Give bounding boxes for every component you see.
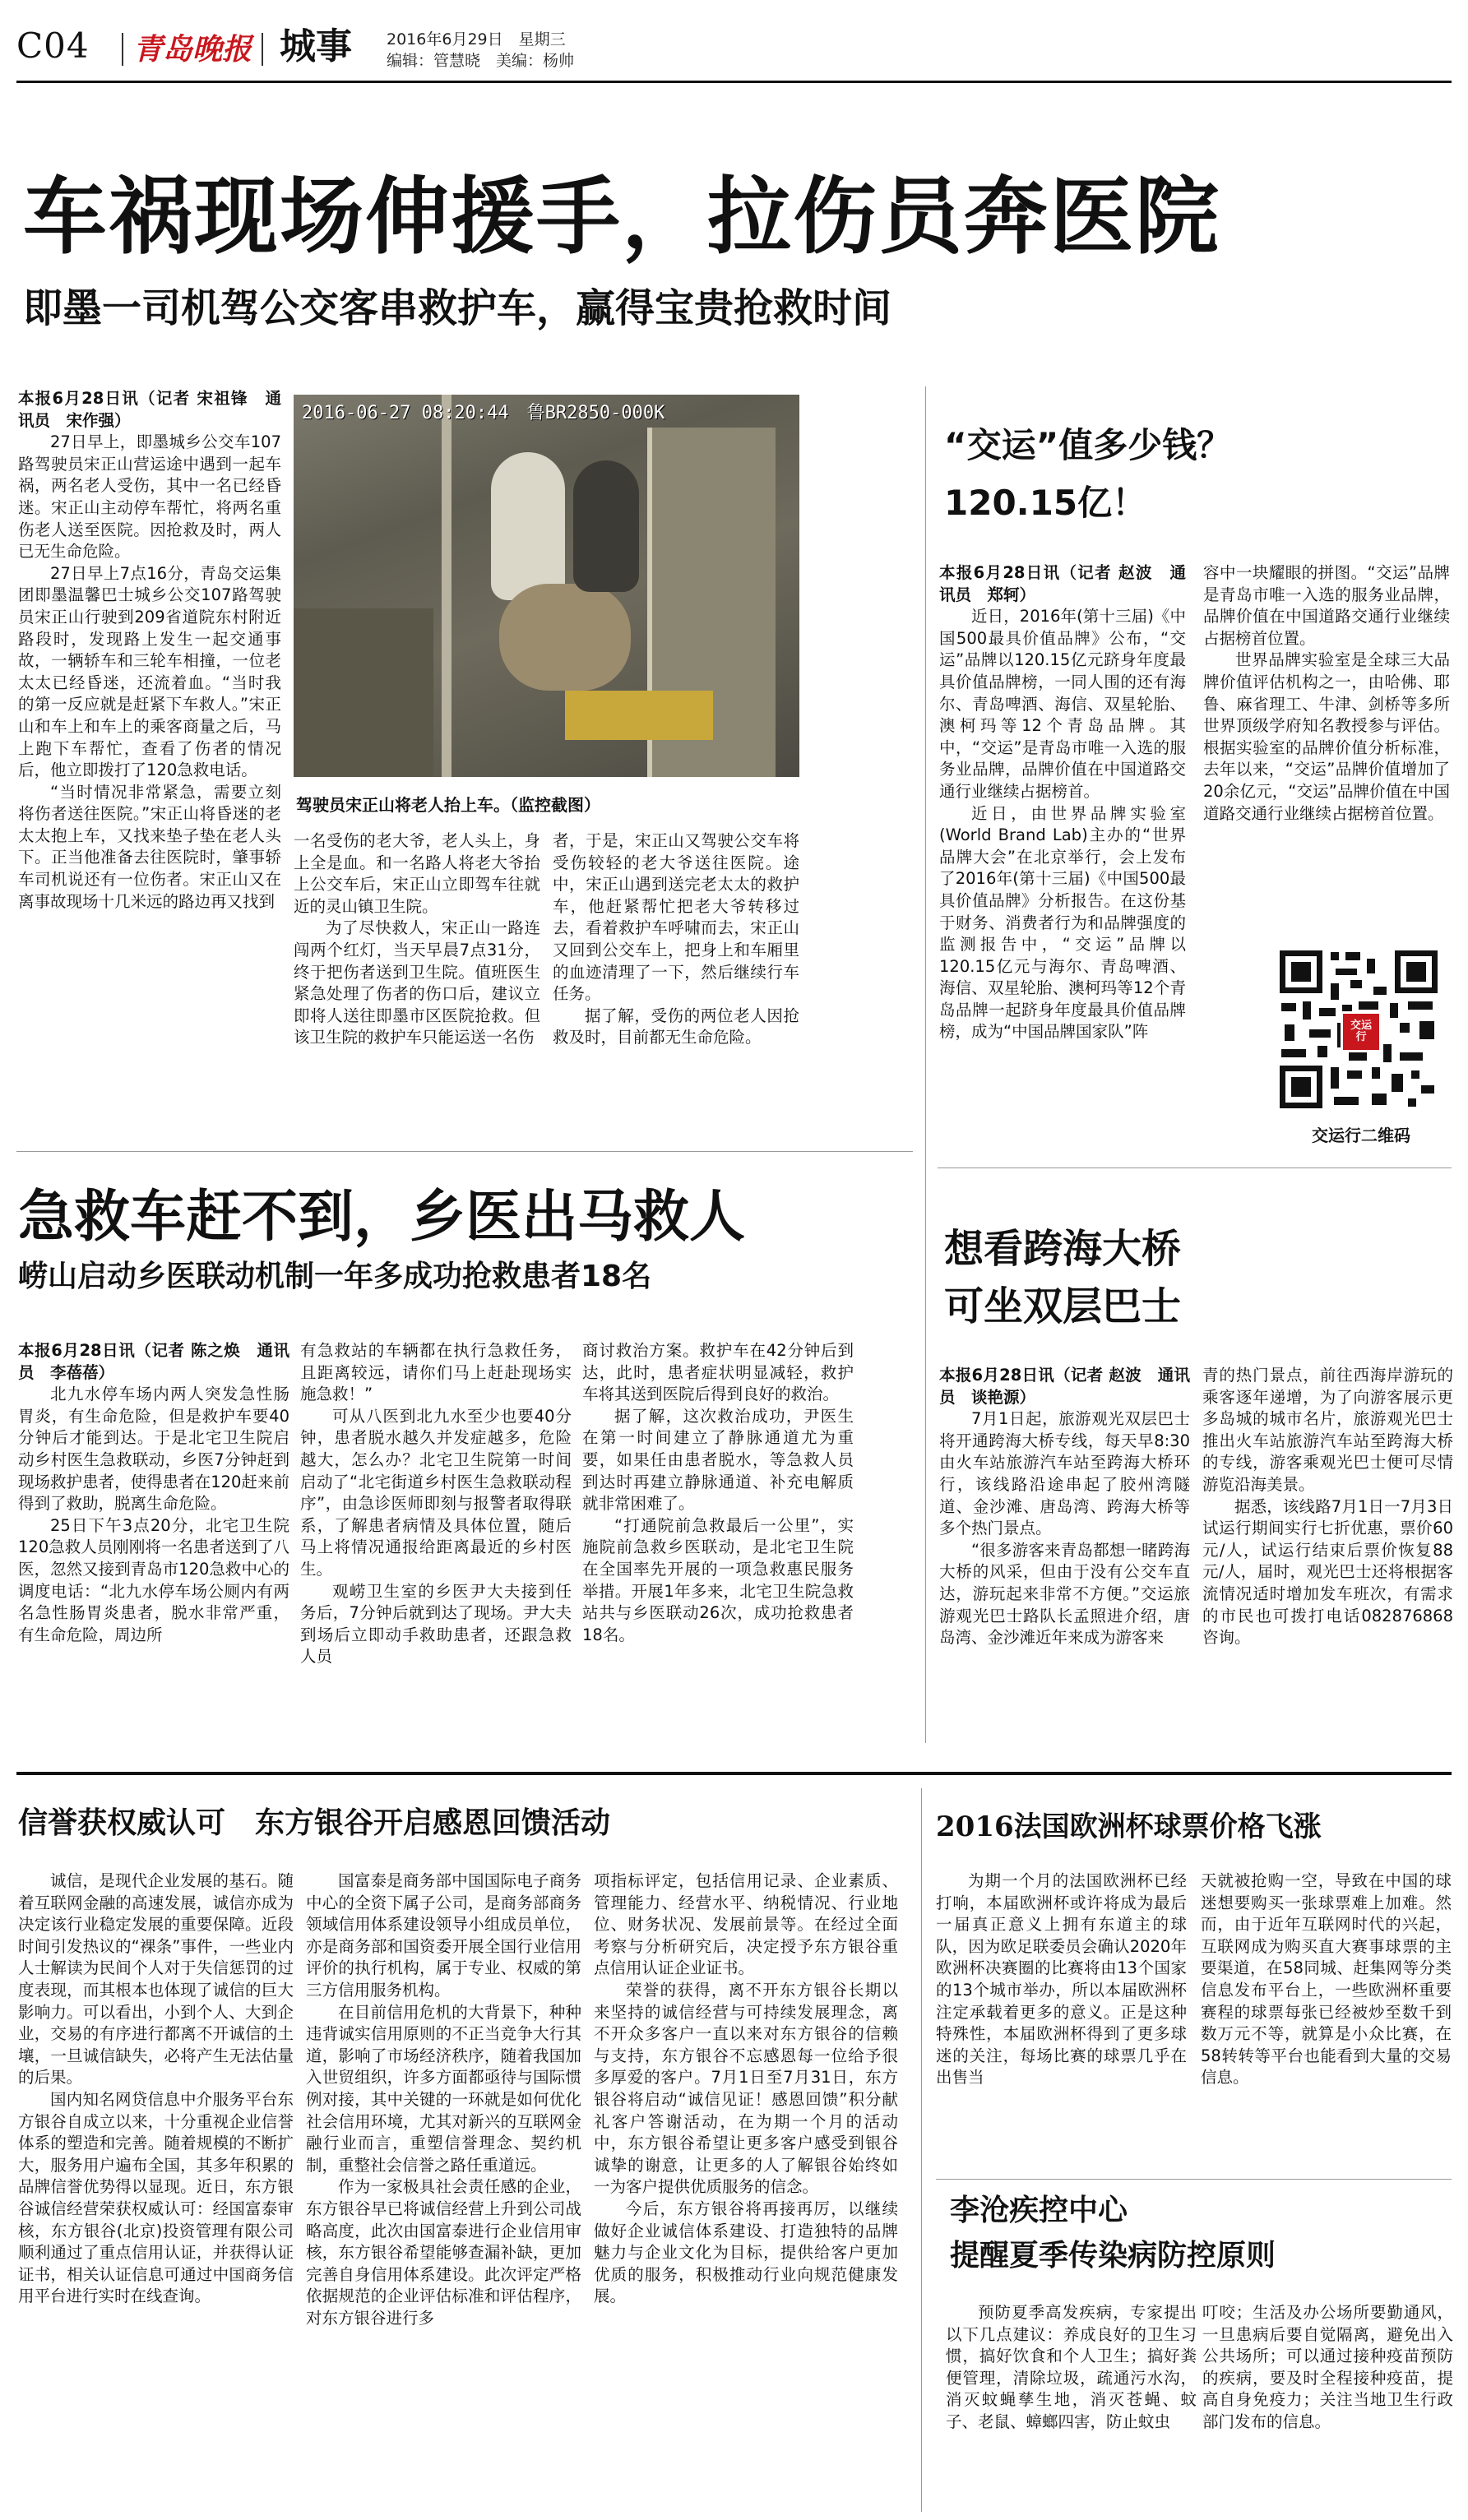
paragraph: “当时情况非常紧急，需要立刻将伤者送往医院。”宋正山将昏迷的老太太抱上车，又找来垫子垫在老人头下。正当他准备去往医院时，肇事轿车司机说还有一位伤者。宋正山又在离事故现场十几米远的路边再又找到 — [18, 782, 281, 911]
story3-subhead: 崂山启动乡医联动机制一年多成功抢救患者18名 — [18, 1260, 652, 1293]
story7-column-1 — [946, 2302, 1197, 2516]
page-header — [0, 0, 1468, 79]
qr-caption: 交运行二维码 — [1312, 1126, 1410, 1145]
paragraph: 一名受伤的老大爷，老人头上，身上全是血。和一名路人将老大爷抬上公交车后，宋正山立即驾车往就近的灵山镇卫生院。 — [294, 831, 540, 916]
paragraph: 可从八医到北九水至少也要40分钟，患者脱水越久并发症越多，危险越大，怎么办？北宅卫生院第一时间启动了“北宅街道乡村医生急救联动程序”，由急诊医师即刻与报警者取得联系，了解患者病情及具体位置，随后马上将情况通报给距离最近的乡村医生。 — [300, 1406, 572, 1579]
paragraph: 为期一个月的法国欧洲杯已经打响，本届欧洲杯或许将成为最后一届真正意义上拥有东道主的球队，因为欧足联委员会确认2020年欧洲杯决赛圈的比赛将由13个国家的13个城市举办，所以本届欧洲杯注定承载着更多的意义。正是这种特殊性，本届欧洲杯得到了更多球迷的关注，每场比赛的球票几乎在出售当 — [936, 1871, 1187, 2088]
story7-column-2 — [1202, 2302, 1453, 2516]
story4-column-1 — [939, 1365, 1190, 1715]
photo-person-driver — [491, 452, 565, 600]
paragraph: “打通院前急救最后一公里”，实施院前急救乡医联动，是北宅卫生院在全国率先开展的一项急救惠民服务举措。开展1年多来，北宅卫生院急救站共与乡医联动26次，成功抢救患者18名。 — [582, 1515, 854, 1644]
paragraph: 有急救站的车辆都在执行急救任务，且距离较远，请你们马上赶赴现场实施急救！” — [300, 1341, 572, 1404]
story7-top-rule — [936, 2179, 1452, 2180]
qr-badge-label: 交运行 — [1350, 1020, 1372, 1043]
paragraph: 近日，2016年(第十三届)《中国500最具价值品牌》公布，“交运”品牌以120.15亿元跻身年度最具价值品牌榜，一同人围的还有海尔、青岛啤酒、海信、双星轮胎、澳柯玛等12个青岛品牌。其中，“交运”是青岛市唯一入选的服务业品牌，品牌价值在中国道路交通行业继续占据榜首。 — [939, 607, 1186, 801]
photo-person-helper — [573, 460, 639, 592]
story5-column-1 — [18, 1870, 294, 2516]
photo-person-elder — [499, 584, 631, 691]
story1-column-1 — [18, 388, 281, 1091]
story2-headline-line2: 120.15亿！ — [944, 483, 1147, 523]
paragraph: 容中一块耀眼的拼图。“交运”品牌是青岛市唯一入选的服务业品牌，品牌价值在中国道路交通行业继续占据榜首位置。 — [1203, 563, 1450, 648]
story5-column-2 — [306, 1870, 581, 2516]
bottom-column-divider — [921, 1788, 922, 2512]
story1-column-3 — [553, 830, 799, 1092]
paragraph: 北九水停车场内两人突发急性肠胃炎，有生命危险，但是救护车要40分钟后才能到达。于是北宅卫生院启动乡村医生急救联动，乡医7分钟赶到现场救护患者，使得患者在120赶来前得到了救助，脱离生命危险。 — [18, 1385, 289, 1514]
photo-bus-pole — [442, 395, 452, 777]
story4-byline: 本报6月28日讯（记者 赵波 通讯员 谈艳源） — [939, 1366, 1190, 1407]
story1-subhead: 即墨一司机驾公交客串救护车，赢得宝贵抢救时间 — [23, 285, 892, 331]
photo-floor-sign — [565, 691, 713, 740]
paragraph: 国内知名网贷信息中介服务平台东方银谷自成立以来，十分重视企业信誉体系的塑造和完善。随着规模的不断扩大，服务用户遍布全国，其多年积累的品牌信誉优势得以显现。近日，东方银谷诚信经营荣获权威认可：经国富泰审核，东方银谷(北京)投资管理有限公司顺利通过了重点信用认证，并获得认证证书，相关认证信息可通过中国商务信用平台进行实时在线查询。 — [18, 2089, 294, 2306]
photo-seat — [294, 608, 433, 777]
story2-column-2 — [1203, 562, 1450, 942]
story3-column-2 — [300, 1340, 572, 1715]
paragraph: 预防夏季高发疾病，专家提出以下几点建议：养成良好的卫生习惯，搞好饮食和个人卫生；搞好粪便管理，清除垃圾，疏通污水沟，消灭蚊蝇孳生地，消灭苍蝇、蚊子、老鼠、蟑螂四害，防止蚊虫 — [946, 2303, 1197, 2431]
section-name: 城事 — [280, 25, 352, 67]
story3-top-rule — [16, 1151, 913, 1152]
story4-headline-line1: 想看跨海大桥 — [944, 1226, 1182, 1272]
paragraph: 者，于是，宋正山又驾驶公交车将受伤较轻的老大爷送往医院。途中，宋正山遇到送完老太太的救护车，他赶紧帮忙把老大爷转移过去，看着救护车呼啸而去，宋正山又回到公交车上，把身上和车厢里的血迹清理了一下，然后继续行车任务。 — [553, 831, 799, 1004]
paragraph: 世界品牌实验室是全球三大品牌价值评估机构之一，由哈佛、耶鲁、麻省理工、牛津、剑桥等多所世界顶级学府知名教授参与评估。根据实验室的品牌价值分析标准，去年以来，“交运”品牌价值增加了20余亿元，“交运”品牌价值在中国道路交通行业继续占据榜首位置。 — [1203, 650, 1450, 823]
paragraph: 27日早上，即墨城乡公交车107路驾驶员宋正山营运途中遇到一起车祸，两名老人受伤，其中一名已经昏迷。宋正山主动停车帮忙，将两名重伤老人送至医院。因抢救及时，两人已无生命危险。 — [18, 432, 281, 562]
story6-column-2 — [1201, 1870, 1452, 2173]
bottom-section-rule — [16, 1772, 1452, 1775]
story2-column-1 — [939, 562, 1186, 1171]
paragraph: 作为一家极具社会责任感的企业，东方银谷早已将诚信经营上升到公司战略高度，此次由国富泰进行企业信用审核，东方银谷希望能够查漏补缺，更加完善自身信用体系建设。此次评定严格依据规范的企业评估标准和评估程序，对东方银谷进行多 — [306, 2177, 581, 2328]
story1-headline: 车祸现场伸援手，拉伤员奔医院 — [23, 169, 1220, 266]
story1-photo-caption: 驾驶员宋正山将老人抬上车。（监控截图） — [296, 795, 600, 815]
paragraph: 国富泰是商务部中国国际电子商务中心的全资下属子公司，是商务部商务领域信用体系建设领导小组成员单位，亦是商务部和国资委开展全国行业信用评价的执行机构，属于专业、权威的第三方信用服务机构。 — [306, 1871, 581, 2000]
paragraph: 据了解，这次救治成功，尹医生在第一时间建立了静脉通道尤为重要，如果任由患者脱水，等急救人员到达时再建立静脉通道、补充电解质就非常困难了。 — [582, 1406, 854, 1514]
story7-headline-line2: 提醒夏季传染病防控原则 — [950, 2239, 1276, 2273]
paragraph: “很多游客来青岛都想一睹跨海大桥的风采，但由于没有公交车直达，游玩起来非常不方便。”交运旅游观光巴士路队长孟照进介绍，唐岛湾、金沙滩近年来成为游客来 — [939, 1540, 1190, 1648]
paragraph: 今后，东方银谷将再接再厉，以继续做好企业诚信体系建设、打造独特的品牌魅力与企业文化为目标，提供给客户更加优质的服务，积极推动行业向规范健康发展。 — [594, 2199, 898, 2306]
paragraph: 商讨救治方案。救护车在42分钟后到达，此时，患者症状明显减轻，救护车将其送到医院后得到良好的救治。 — [582, 1341, 854, 1404]
story6-column-1 — [936, 1870, 1187, 2173]
paragraph: 天就被抢购一空，导致在中国的球迷想要购买一张球票难上加难。然而，由于近年互联网时代的兴起，互联网成为购买直大赛事球票的主要渠道，在58同城、赶集网等分类信息发布平台上，一些欧洲杯重要赛程的球票每张已经被炒至数千到数万元不等，就算是小众比赛，在58转转等平台也能看到大量的交易信息。 — [1201, 1871, 1452, 2088]
story1-byline: 本报6月28日讯（记者 宋祖锋 通讯员 宋作强） — [18, 389, 281, 430]
paragraph: 为了尽快救人，宋正山一路连闯两个红灯，当天早晨7点31分，终于把伤者送到卫生院。值班医生紧急处理了伤者的伤口后，建议立即将人送往即墨市区医院抢救。但该卫生院的救护车只能运送一名伤 — [294, 918, 540, 1047]
paragraph: 据悉，该线路7月1日一7月3日试运行期间实行七折优惠，票价60元/人，试运行结束后票价恢复88元/人，届时，观光巴士还将根据客流情况适时增加发车班次，有需求的市民也可拨打电话082876868咨询。 — [1202, 1496, 1453, 1648]
story1-photo — [294, 395, 799, 777]
editors: 编辑：管慧晓 美编：杨帅 — [387, 52, 575, 70]
story3-column-1 — [18, 1340, 289, 1715]
story1-column-2 — [294, 830, 540, 1092]
paragraph: 诚信，是现代企业发展的基石。随着互联网金融的高速发展，诚信亦成为决定该行业稳定发展的重要保障。近段时间引发热议的“裸条”事件，一些业内人士解读为民间个人对于失信惩罚的过度表现，而其根本也体现了诚信的巨大影响力。可以看出，小到个人、大到企业，交易的有序进行都离不开诚信的土壤，一旦诚信缺失，必将产生无法估量的后果。 — [18, 1871, 294, 2088]
qr-code — [1276, 947, 1441, 1112]
paragraph: 7月1日起，旅游观光双层巴士将开通跨海大桥专线，每天早8:30由火车站旅游汽车站至跨海大桥环行，该线路沿途串起了胶州湾隧道、金沙滩、唐岛湾、跨海大桥等多个热门景点。 — [939, 1409, 1190, 1538]
header-rule — [16, 81, 1452, 83]
paragraph: 近日，由世界品牌实验室(World Brand Lab)主办的“世界品牌大会”在北京举行，会上发布了2016年(第十三届)《中国500最具价值品牌》分析报告。在这份基于财务、消费者行为和品牌强度的监测报告中，“交运”品牌以120.15亿元与海尔、青岛啤酒、海信、双星轮胎、澳柯玛等12个青岛品牌一起跻身年度最具价值品牌榜，成为“中国品牌国家队”阵 — [939, 803, 1186, 1042]
page-code: C04 — [16, 25, 90, 66]
story2-byline: 本报6月28日讯（记者 赵波 通讯员 郑轲） — [939, 563, 1186, 604]
paragraph: 据了解，受伤的两位老人因抢救及时，目前都无生命危险。 — [553, 1006, 799, 1047]
header-divider-2 — [262, 33, 263, 66]
issue-date: 2016年6月29日 星期三 — [387, 30, 566, 49]
paragraph: 荣誉的获得，离不开东方银谷长期以来坚持的诚信经营与可持续发展理念，离不开众多客户一直以来对东方银谷的信赖与支持，东方银谷不忘感恩每一位给予很多厚爱的客户。7月1日至7月31日，东方银谷将启动“诚信见证！感恩回馈”积分献礼客户答谢活动，在为期一个月的活动中，东方银谷希望让更多客户感受到银谷诚挚的谢意，让更多的人了解银谷始终如一为客户提供优质服务的信念。 — [594, 1980, 898, 2197]
story6-headline: 2016法国欧洲杯球票价格飞涨 — [936, 1810, 1322, 1843]
qr-badge — [1341, 1011, 1382, 1052]
story4-headline-line2: 可坐双层巴士 — [944, 1283, 1182, 1329]
story3-column-3 — [582, 1340, 854, 1715]
paragraph: 观崂卫生室的乡医尹大夫接到任务后，7分钟后就到达了现场。尹大夫到场后立即动手救助患者，还跟急救人员 — [300, 1581, 572, 1667]
paragraph: 27日早上7点16分，青岛交运集团即墨温馨巴士城乡公交107路驾驶员宋正山行驶到209省道院东村附近路段时，发现路上发生一起交通事故，一辆轿车和三轮车相撞，一位老太太已经昏迷，还流着血。“当时我的第一反应就是赶紧下车救人。”宋正山和车上和车上的乘客商量之后，马上跑下车帮忙，查看了伤者的情况后，他立即拨打了120急救电话。 — [18, 563, 281, 780]
story3-headline: 急救车赶不到，乡医出马救人 — [18, 1185, 746, 1250]
header-divider-1 — [122, 33, 123, 66]
story5-headline: 信誉获权威认可 东方银谷开启感恩回馈活动 — [18, 1806, 611, 1840]
story3-byline: 本报6月28日讯（记者 陈之焕 通讯员 李蓓蓓） — [18, 1341, 289, 1382]
paragraph: 青的热门景点，前往西海岸游玩的乘客逐年递增，为了向游客展示更多岛城的城市名片，旅游观光巴士推出火车站旅游汽车站至跨海大桥的专线，游客乘观光巴士便可尽情游览沿海美景。 — [1202, 1366, 1453, 1494]
story2-headline-line1: “交运”值多少钱？ — [944, 425, 1232, 465]
photo-timestamp: 2016-06-27 08:20:44 鲁BR2850-000K — [302, 403, 665, 423]
story7-headline-line1: 李沧疾控中心 — [950, 2194, 1128, 2227]
paragraph: 在目前信用危机的大背景下，种种违背诚实信用原则的不正当竞争大行其道，影响了市场经济秩序，随着我国加入世贸组织，许多方面都亟待与国际惯例对接，其中关键的一环就是如何优化社会信用环境，尤其对新兴的互联网金融行业而言，重塑信誉理念、契约机制，重整社会信誉之路任重道远。 — [306, 2002, 581, 2175]
paragraph: 叮咬；生活及办公场所要勤通风，一旦患病后要自觉隔离，避免出入公共场所；可以通过接种疫苗预防的疾病，要及时全程接种疫苗，提高自身免疫力；关注当地卫生行政部门发布的信息。 — [1202, 2303, 1453, 2431]
paper-logo: 青岛晚报 — [133, 32, 252, 67]
paragraph: 25日下午3点20分，北宅卫生院120急救人员刚刚将一名患者送到了八医，忽然又接到青岛市120急救中心的调度电话：“北九水停车场公厕内有两名急性肠胃炎患者，脱水非常严重，有生命危险，周边所 — [18, 1515, 289, 1644]
column-divider — [925, 386, 926, 1743]
story4-column-2 — [1202, 1365, 1453, 1715]
story5-column-3 — [594, 1870, 898, 2516]
paragraph: 项指标评定，包括信用记录、企业素质、管理能力、经营水平、纳税情况、行业地位、财务状况、发展前景等。在经过全面考察与分析研究后，决定授予东方银谷重点信用认证企业证书。 — [594, 1871, 898, 1978]
